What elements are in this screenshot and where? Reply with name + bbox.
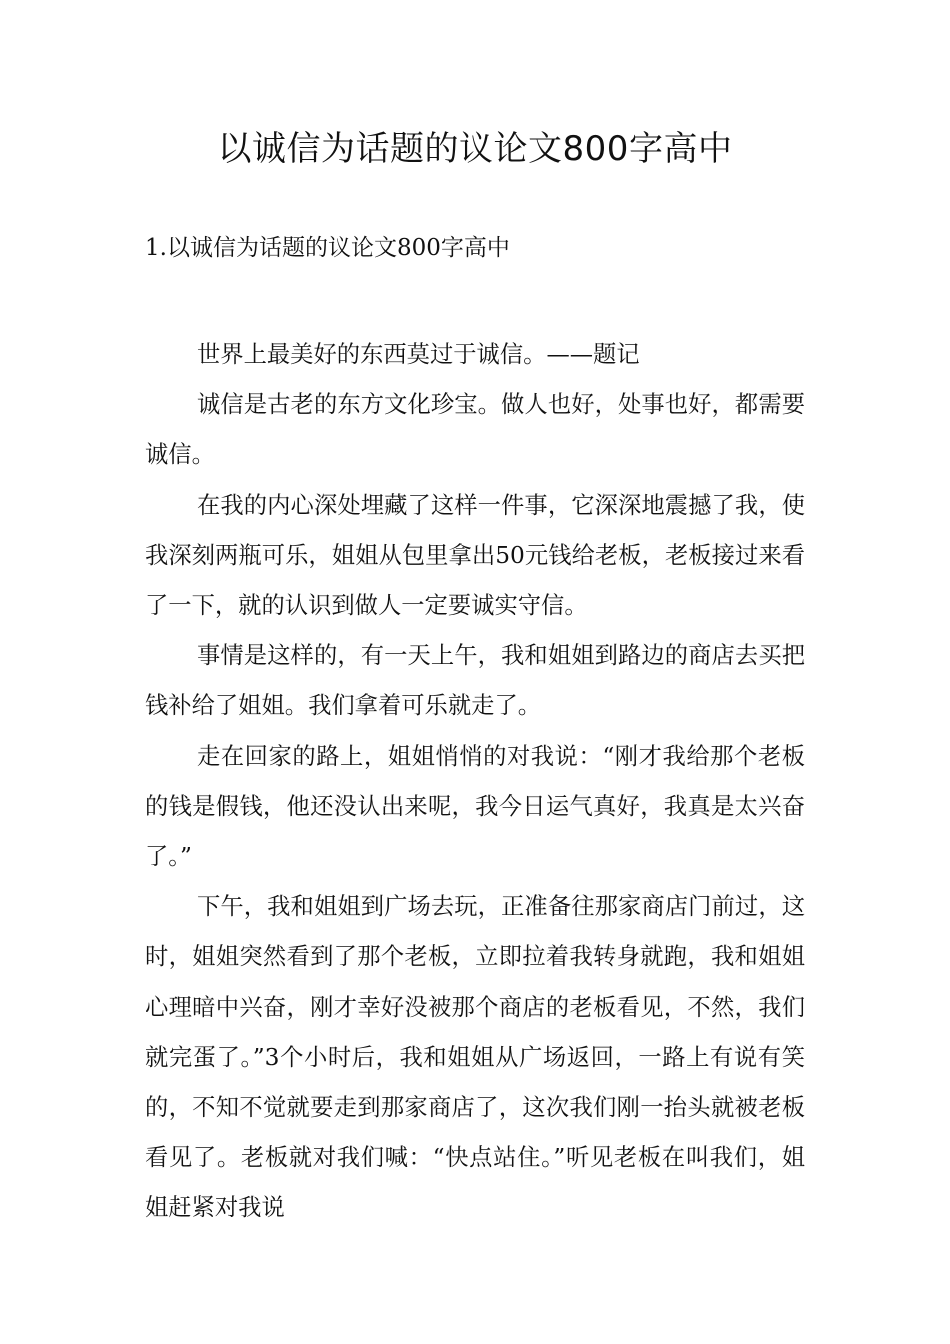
section-heading: 1.以诚信为话题的议论文800字高中	[145, 235, 510, 261]
paragraph: 在我的内心深处埋藏了这样一件事，它深深地震撼了我，使我深刻两瓶可乐，姐姐从包里拿出50元钱给老板，老板接过来看了一下，就的认识到做人一定要诚实守信。	[145, 491, 805, 620]
document-body	[145, 330, 805, 1234]
paragraph: 事情是这样的，有一天上午，我和姐姐到路边的商店去买把钱补给了姐姐。我们拿着可乐就走了。	[145, 642, 805, 720]
paragraph: 诚信是古老的东方文化珍宝。做人也好，处事也好，都需要诚信。	[145, 391, 805, 469]
paragraph: 走在回家的路上，姐姐悄悄的对我说：“刚才我给那个老板的钱是假钱，他还没认出来呢，我今日运气真好，我真是太兴奋了。”	[145, 742, 805, 871]
paragraph: 下午，我和姐姐到广场去玩，正准备往那家商店门前过，这时，姐姐突然看到了那个老板，立即拉着我转身就跑，我和姐姐心理暗中兴奋，刚才幸好没被那个商店的老板看见，不然，我们就完蛋了。”3个小时后，我和姐姐从广场返回，一路上有说有笑的，不知不觉就要走到那家商店了，这次我们刚一抬头就被老板看见了。老板就对我们喊：“快点站住。”听见老板在叫我们，姐姐赶紧对我说	[145, 893, 805, 1222]
paragraph-epigraph: 世界上最美好的东西莫过于诚信。——题记	[197, 341, 640, 368]
document-title: 以诚信为话题的议论文800字高中	[217, 129, 733, 169]
